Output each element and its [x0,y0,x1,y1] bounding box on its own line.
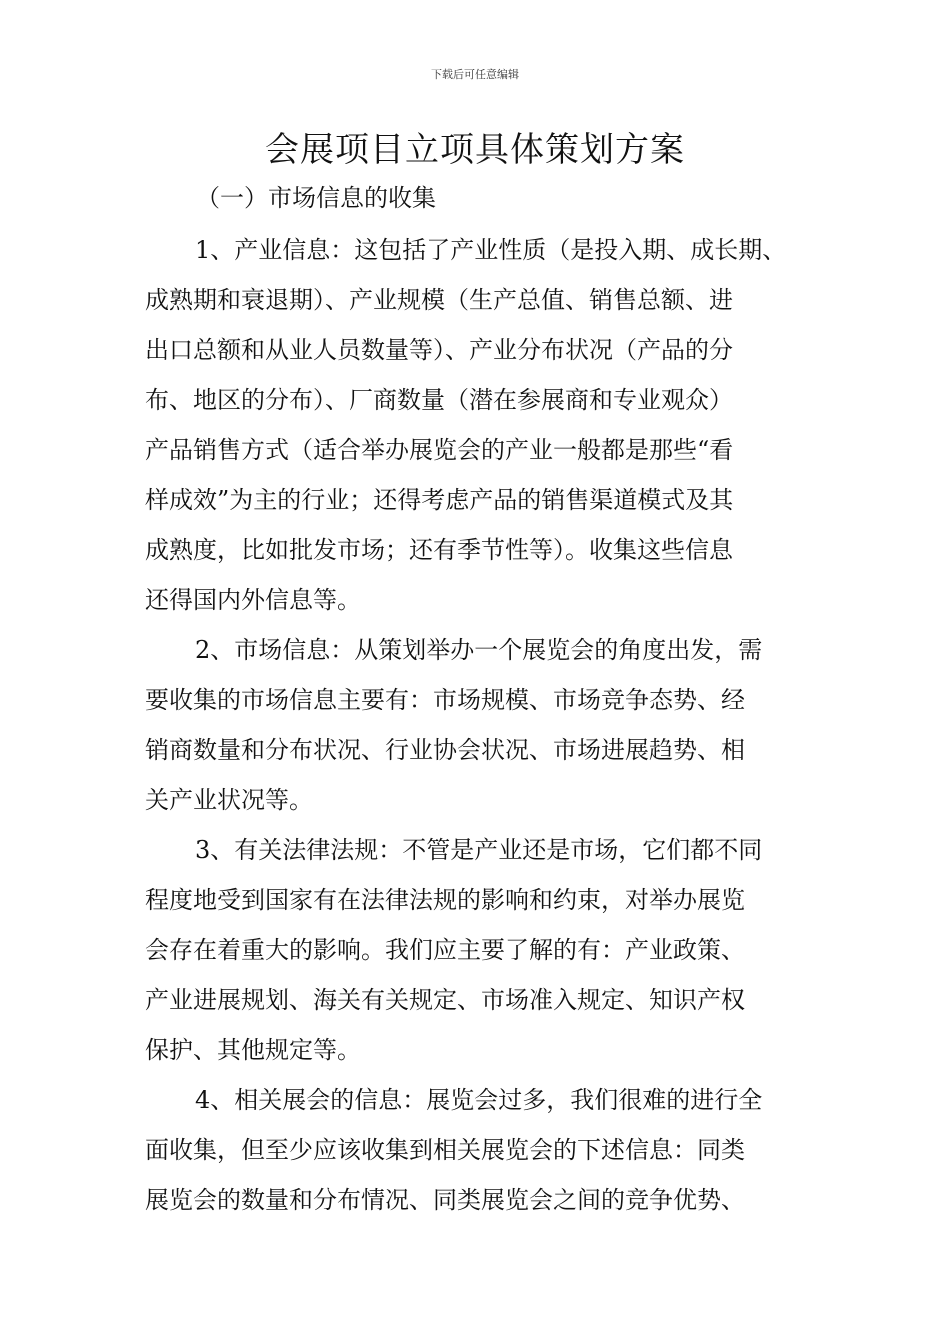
paragraph-line: 展览会的数量和分布情况、同类展览会之间的竞争优势、 [145,1186,745,1214]
section-heading: （一）市场信息的收集 [196,184,436,212]
paragraph-line: 布、地区的分布）、厂商数量（潜在参展商和专业观众） [145,386,733,414]
paragraph-line: 成熟期和衰退期）、产业规模（生产总值、销售总额、进 [145,286,733,314]
paragraph-line: 4、相关展会的信息：展览会过多，我们很难的进行全 [195,1086,763,1114]
paragraph-market-info [145,625,825,825]
paragraph-laws-regulations [145,825,825,1075]
paragraph-line: 1、产业信息：这包括了产业性质（是投入期、成长期、 [195,236,787,264]
paragraph-line: 出口总额和从业人员数量等）、产业分布状况（产品的分 [145,336,733,364]
paragraph-line: 2、市场信息：从策划举办一个展览会的角度出发，需 [195,636,763,664]
paragraph-line: 销商数量和分布状况、行业协会状况、市场进展趋势、相 [145,736,745,764]
paragraph-line: 3、有关法律法规：不管是产业还是市场，它们都不同 [195,836,763,864]
paragraph-line: 成熟度，比如批发市场；还有季节性等）。收集这些信息 [145,536,733,564]
paragraph-industry-info [145,225,825,625]
paragraph-line: 面收集，但至少应该收集到相关展览会的下述信息：同类 [145,1136,745,1164]
paragraph-line: 还得国内外信息等。 [145,586,361,614]
paragraph-line: 保护、其他规定等。 [145,1036,361,1064]
paragraph-line: 程度地受到国家有在法律法规的影响和约束，对举办展览 [145,886,745,914]
paragraph-line: 产品销售方式（适合举办展览会的产业一般都是那些“看 [145,436,734,464]
header-note: 下载后可任意编辑 [431,68,519,81]
paragraph-related-exhibitions [145,1075,825,1225]
paragraph-line: 会存在着重大的影响。我们应主要了解的有：产业政策、 [145,936,745,964]
paragraph-line: 关产业状况等。 [145,786,313,814]
document-title: 会展项目立项具体策划方案 [265,130,685,170]
paragraph-line: 产业进展规划、海关有关规定、市场准入规定、知识产权 [145,986,745,1014]
paragraph-line: 要收集的市场信息主要有：市场规模、市场竞争态势、经 [145,686,745,714]
paragraph-line: 样成效”为主的行业；还得考虑产品的销售渠道模式及其 [145,486,734,514]
